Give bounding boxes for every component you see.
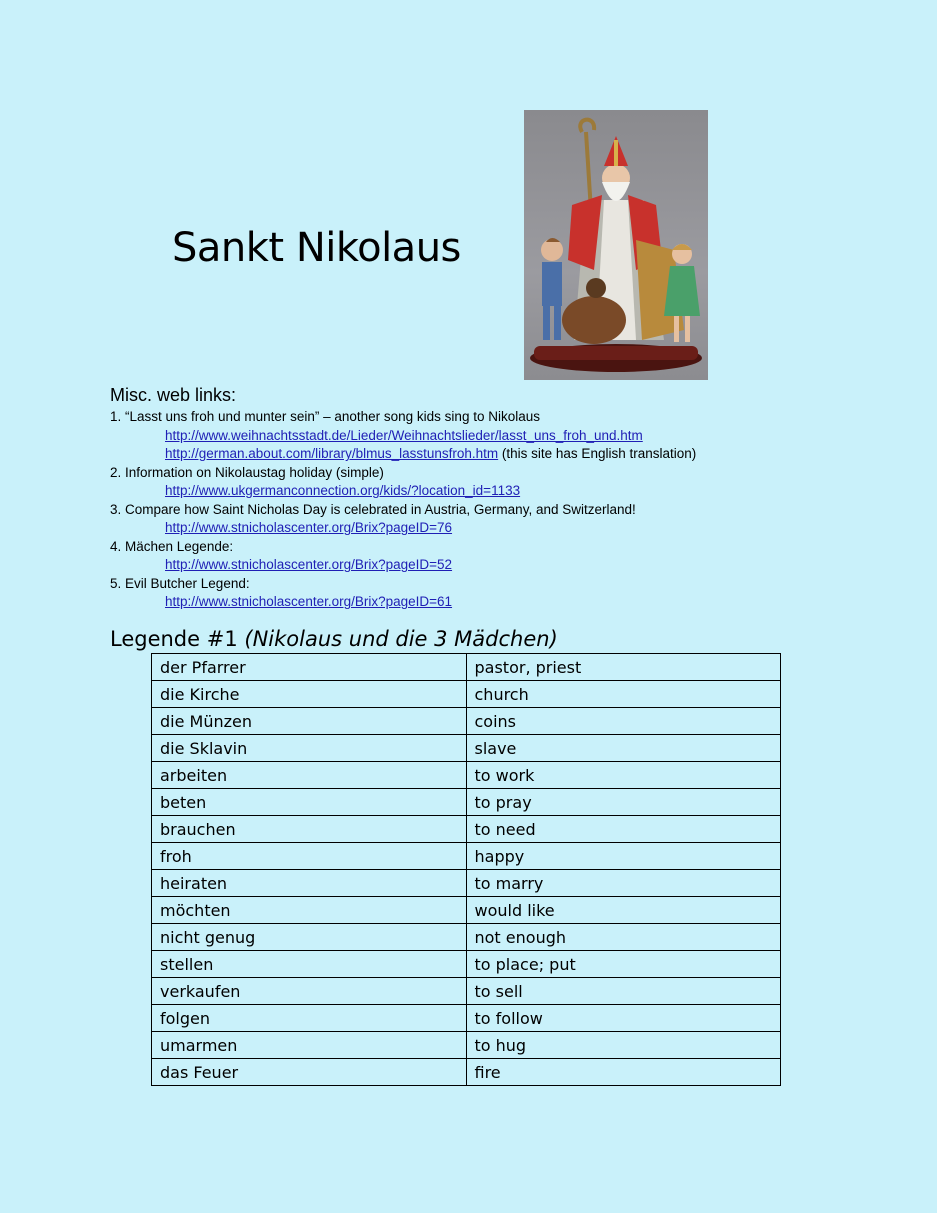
german-term-cell: heiraten [152, 870, 467, 897]
link-row [110, 427, 890, 446]
table-row [152, 897, 781, 924]
stnicholascenter-76-link[interactable]: http://www.stnicholascenter.org/Brix?pageID=76 [165, 520, 453, 535]
german-term-cell: beten [152, 789, 467, 816]
english-meaning-cell: to marry [466, 870, 781, 897]
page-title: Sankt Nikolaus [172, 225, 461, 271]
german-term-cell: folgen [152, 1005, 467, 1032]
table-row [152, 870, 781, 897]
english-meaning-cell: to follow [466, 1005, 781, 1032]
english-meaning-cell: to hug [466, 1032, 781, 1059]
english-meaning-cell: fire [466, 1059, 781, 1086]
table-row [152, 951, 781, 978]
stnicholascenter-52-link[interactable]: http://www.stnicholascenter.org/Brix?pageID=52 [165, 557, 453, 572]
link-item-2: 2. Information on Nikolaustag holiday (simple) [110, 464, 384, 480]
vocabulary-table-body [152, 654, 781, 1086]
link-item-5: 5. Evil Butcher Legend: [110, 575, 250, 591]
english-meaning-cell: would like [466, 897, 781, 924]
english-meaning-cell: slave [466, 735, 781, 762]
saint-nicholas-figurine-photo [524, 110, 708, 380]
english-meaning-cell: to pray [466, 789, 781, 816]
link-item-4: 4. Mächen Legende: [110, 538, 234, 554]
link-note: (this site has English translation) [498, 446, 697, 461]
german-term-cell: nicht genug [152, 924, 467, 951]
web-links-section [110, 382, 890, 612]
german-term-cell: brauchen [152, 816, 467, 843]
english-meaning-cell: coins [466, 708, 781, 735]
german-term-cell: das Feuer [152, 1059, 467, 1086]
german-term-cell: möchten [152, 897, 467, 924]
stnicholascenter-61-link[interactable]: http://www.stnicholascenter.org/Brix?pageID=61 [165, 594, 453, 609]
german-term-cell: die Münzen [152, 708, 467, 735]
english-meaning-cell: not enough [466, 924, 781, 951]
weihnachtsstadt-link[interactable]: http://www.weihnachtsstadt.de/Lieder/Weihnachtslieder/lasst_uns_froh_und.htm [165, 427, 643, 443]
legend-title: Legende #1 [110, 627, 238, 651]
table-row [152, 762, 781, 789]
vocabulary-table [151, 653, 781, 1086]
german-term-cell: froh [152, 843, 467, 870]
table-row [152, 816, 781, 843]
english-meaning-cell: church [466, 681, 781, 708]
table-row [152, 654, 781, 681]
table-row [152, 978, 781, 1005]
legend-subtitle: (Nikolaus und die 3 Mädchen) [244, 627, 558, 651]
german-term-cell: verkaufen [152, 978, 467, 1005]
web-links-heading: Misc. web links: [110, 385, 237, 405]
english-meaning-cell: to work [466, 762, 781, 789]
english-meaning-cell: to place; put [466, 951, 781, 978]
german-term-cell: umarmen [152, 1032, 467, 1059]
link-row [110, 593, 890, 612]
table-row [152, 681, 781, 708]
link-row [110, 482, 890, 501]
link-row [110, 519, 890, 538]
german-term-cell: die Sklavin [152, 735, 467, 762]
english-meaning-cell: to need [466, 816, 781, 843]
table-row [152, 843, 781, 870]
link-item-1: 1. “Lasst uns froh und munter sein” – another song kids sing to Nikolaus [110, 409, 540, 424]
table-row [152, 708, 781, 735]
table-row [152, 924, 781, 951]
table-row [152, 789, 781, 816]
ukgermanconnection-link[interactable]: http://www.ukgermanconnection.org/kids/?location_id=1133 [165, 483, 521, 498]
table-row [152, 1032, 781, 1059]
german-term-cell: arbeiten [152, 762, 467, 789]
english-meaning-cell: happy [466, 843, 781, 870]
table-row [152, 1005, 781, 1032]
german-term-cell: der Pfarrer [152, 654, 467, 681]
german-term-cell: die Kirche [152, 681, 467, 708]
english-meaning-cell: to sell [466, 978, 781, 1005]
table-row [152, 1059, 781, 1086]
link-row [110, 556, 890, 575]
link-row [110, 445, 890, 464]
german-term-cell: stellen [152, 951, 467, 978]
german-about-link[interactable]: http://german.about.com/library/blmus_lasstunsfroh.htm [165, 446, 499, 461]
table-row [152, 735, 781, 762]
legend-heading [110, 624, 558, 654]
link-item-3: 3. Compare how Saint Nicholas Day is celebrated in Austria, Germany, and Switzerland! [110, 501, 636, 517]
english-meaning-cell: pastor, priest [466, 654, 781, 681]
